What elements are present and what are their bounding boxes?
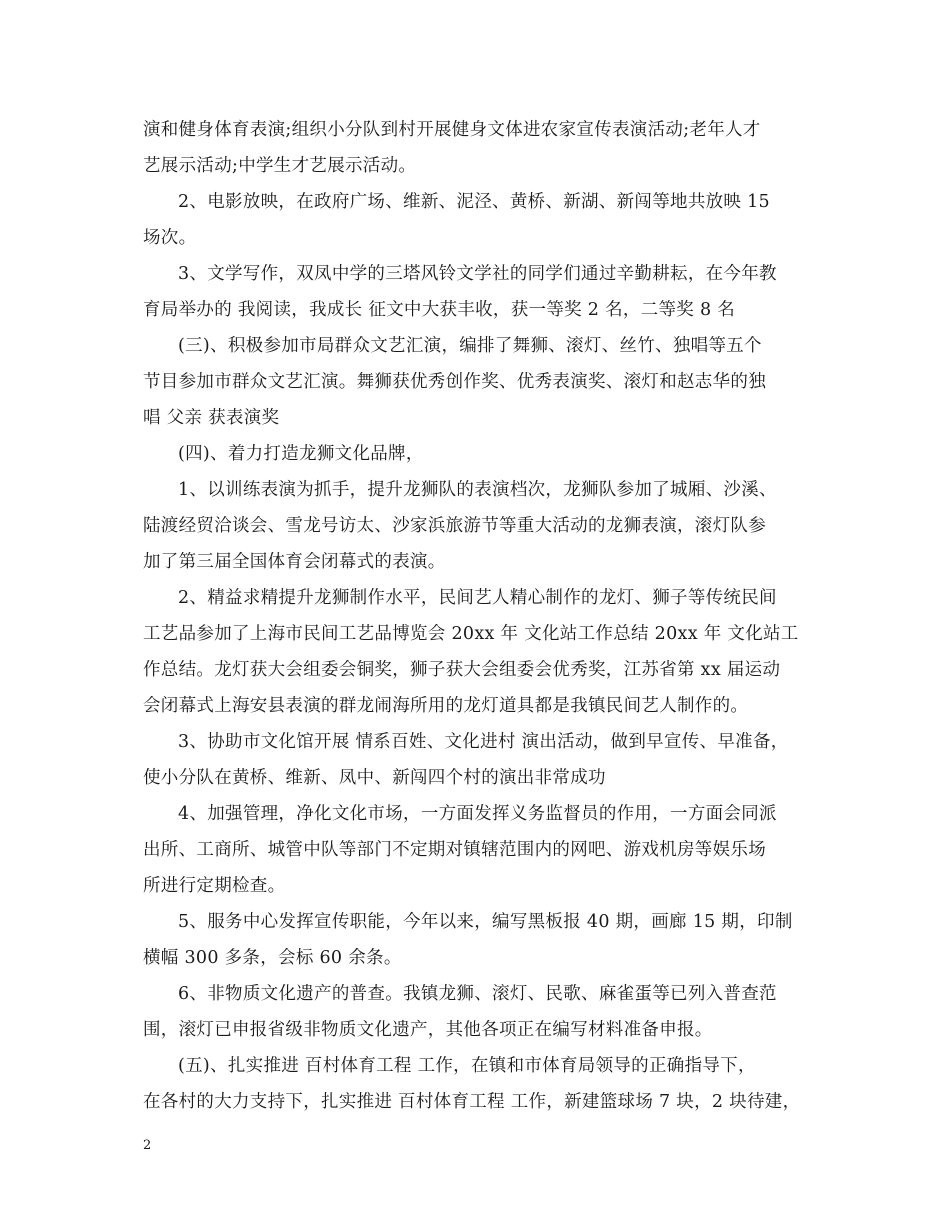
text-line: 使小分队在黄桥、维新、凤中、新闯四个村的演出非常成功 xyxy=(143,768,606,788)
text-line: 在各村的大力支持下，扎实推进 百村体育工程 工作，新建篮球场 7 块，2 块待建， xyxy=(143,1092,801,1112)
text-line: 所进行定期检查。 xyxy=(143,876,286,896)
text-line: 节目参加市群众文艺汇演。舞狮获优秀创作奖、优秀表演奖、滚灯和赵志华的独 xyxy=(143,372,766,392)
section-heading-5: (五)、扎实推进 百村体育工程 工作，在镇和市体育局领导的正确指导下， xyxy=(178,1056,756,1076)
paragraph-dragon-lion-training: 1、以训练表演为抓手，提升龙狮队的表演档次，龙狮队参加了城厢、沙溪、 xyxy=(178,480,777,500)
text-line: 出所、工商所、城管中队等部门不定期对镇辖范围内的网吧、游戏机房等娱乐场 xyxy=(143,840,766,860)
text-line: 育局举办的 我阅读，我成长 征文中大获丰收，获一等奖 2 名，二等奖 8 名 xyxy=(143,300,736,320)
text-line: 加了第三届全国体育会闭幕式的表演。 xyxy=(143,552,446,572)
paragraph-culture-to-villages: 3、协助市文化馆开展 情系百姓、文化进村 演出活动，做到早宣传、早准备， xyxy=(178,732,789,752)
text-line: 会闭幕式上海安县表演的群龙闹海所用的龙灯道具都是我镇民间艺人制作的。 xyxy=(143,696,749,716)
page-number: 2 xyxy=(143,1138,152,1153)
paragraph-intangible-heritage: 6、非物质文化遗产的普查。我镇龙狮、滚灯、民歌、麻雀蛋等已列入普查范 xyxy=(178,984,777,1004)
text-line: 演和健身体育表演;组织小分队到村开展健身文体进农家宣传表演活动;老年人才 xyxy=(143,120,761,140)
text-line: 场次。 xyxy=(143,228,197,248)
section-heading-3: (三)、积极参加市局群众文艺汇演，编排了舞狮、滚灯、丝竹、独唱等五个 xyxy=(178,336,762,356)
paragraph-craft-production: 2、精益求精提升龙狮制作水平，民间艺人精心制作的龙灯、狮子等传统民间 xyxy=(178,588,777,608)
text-line: 艺展示活动;中学生才艺展示活动。 xyxy=(143,156,417,176)
paragraph-market-management: 4、加强管理，净化文化市场，一方面发挥义务监督员的作用，一方面会同派 xyxy=(178,804,777,824)
paragraph-literary-writing: 3、文学写作，双凤中学的三塔风铃文学社的同学们通过辛勤耕耘，在今年教 xyxy=(178,264,777,284)
text-line: 唱 父亲 获表演奖 xyxy=(143,408,280,428)
text-line: 围，滚灯已申报省级非物质文化遗产，其他各项正在编写材料准备申报。 xyxy=(143,1020,713,1040)
paragraph-publicity: 5、服务中心发挥宣传职能，今年以来，编写黑板报 40 期，画廊 15 期，印制 xyxy=(178,912,793,932)
text-line: 横幅 300 多条，会标 60 余条。 xyxy=(143,948,402,968)
text-line: 工艺品参加了上海市民间工艺品博览会 20xx 年 文化站工作总结 20xx 年 文化站工 xyxy=(143,624,799,644)
paragraph-film-screening: 2、电影放映，在政府广场、维新、泥泾、黄桥、新湖、新闯等地共放映 15 xyxy=(178,192,770,212)
text-line: 作总结。龙灯获大会组委会铜奖，狮子获大会组委会优秀奖，江苏省第 xx 届运动 xyxy=(143,660,781,680)
text-line: 陆渡经贸洽谈会、雪龙号访太、沙家浜旅游节等重大活动的龙狮表演，滚灯队参 xyxy=(143,516,766,536)
section-heading-4: (四)、着力打造龙狮文化品牌， xyxy=(178,444,424,464)
